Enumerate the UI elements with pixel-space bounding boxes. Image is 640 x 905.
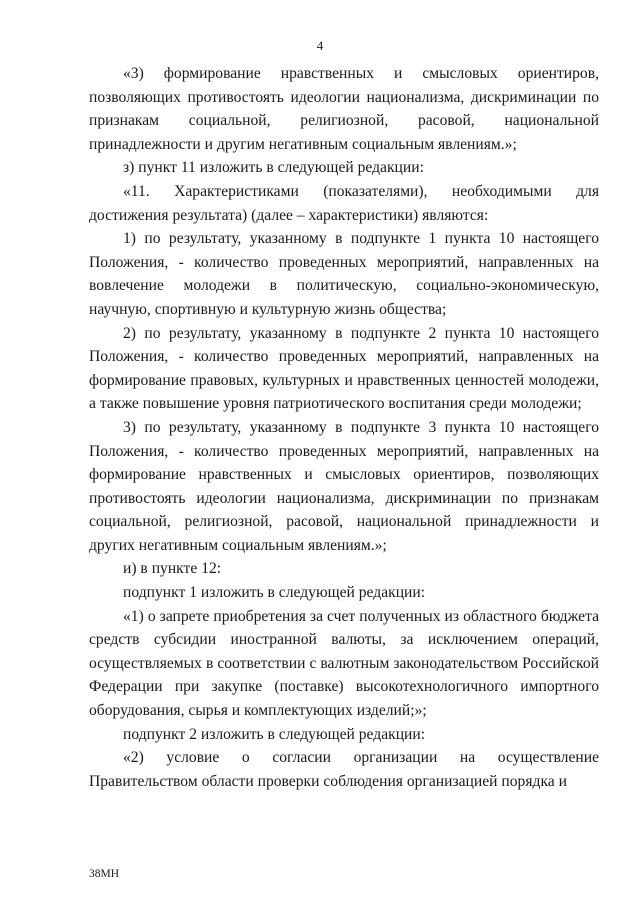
- paragraph-subpoint-2-text: «2) условие о согласии организации на осуществление Правительством области проверки соблюдения организацией порядка и: [89, 749, 599, 790]
- document-body: [89, 62, 599, 793]
- paragraph-item-i: и) в пункте 12:: [123, 560, 222, 578]
- paragraph-subpoint-1-heading: подпункт 1 изложить в следующей редакции:: [123, 584, 426, 602]
- paragraph-subitem-3-text: «3) формирование нравственных и смысловых ориентиров, позволяющих противостоять идеологии национализма, дискриминации по признакам социальной, религиозной, расовой, национальной принадлежности и другим негативным социальным явлениям.»;: [89, 65, 599, 153]
- paragraph-characteristic-1: 1) по результату, указанному в подпункте 1 пункта 10 настоящего Положения, - количество проведенных мероприятий, направленных на вовлечение молодежи в политическую, социально-экономическую, научную, спортивную и культурную жизнь общества;: [89, 230, 599, 318]
- paragraph-characteristic-3: 3) по результату, указанному в подпункте 3 пункта 10 настоящего Положения, - количество проведенных мероприятий, направленных на формирование нравственных и смысловых ориентиров, позволяющих противостоять идеологии национализма, дискриминации по признакам социальной, религиозной, расовой, национальной принадлежности и других негативным социальным явлениям.»;: [89, 418, 599, 554]
- paragraph-characteristic-2: 2) по результату, указанному в подпункте 2 пункта 10 настоящего Положения, - количество проведенных мероприятий, направленных на формирование правовых, культурных и нравственных ценностей молодежи, а также повышение уровня патриотического воспитания среди молодежи;: [89, 324, 599, 413]
- page-number: 4: [316, 38, 324, 53]
- document-code: 38МН: [89, 868, 120, 880]
- paragraph-point-11: «11. Характеристиками (показателями), необходимыми для достижения результата) (далее – характеристики) являются:: [89, 182, 599, 224]
- paragraph-subpoint-1-text: «1) о запрете приобретения за счет полученных из областного бюджета средств субсидии иностранной валюты, за исключением операций, осуществляемых в соответствии с валютным законодательством Российской Федерации при закупке (поставке) высокотехнологичного импортного оборудования, сырья и комплектующих изделий;»;: [89, 607, 599, 720]
- paragraph-subpoint-2-heading: подпункт 2 изложить в следующей редакции:: [123, 725, 426, 743]
- paragraph-item-z: з) пункт 11 изложить в следующей редакции:: [123, 159, 424, 177]
